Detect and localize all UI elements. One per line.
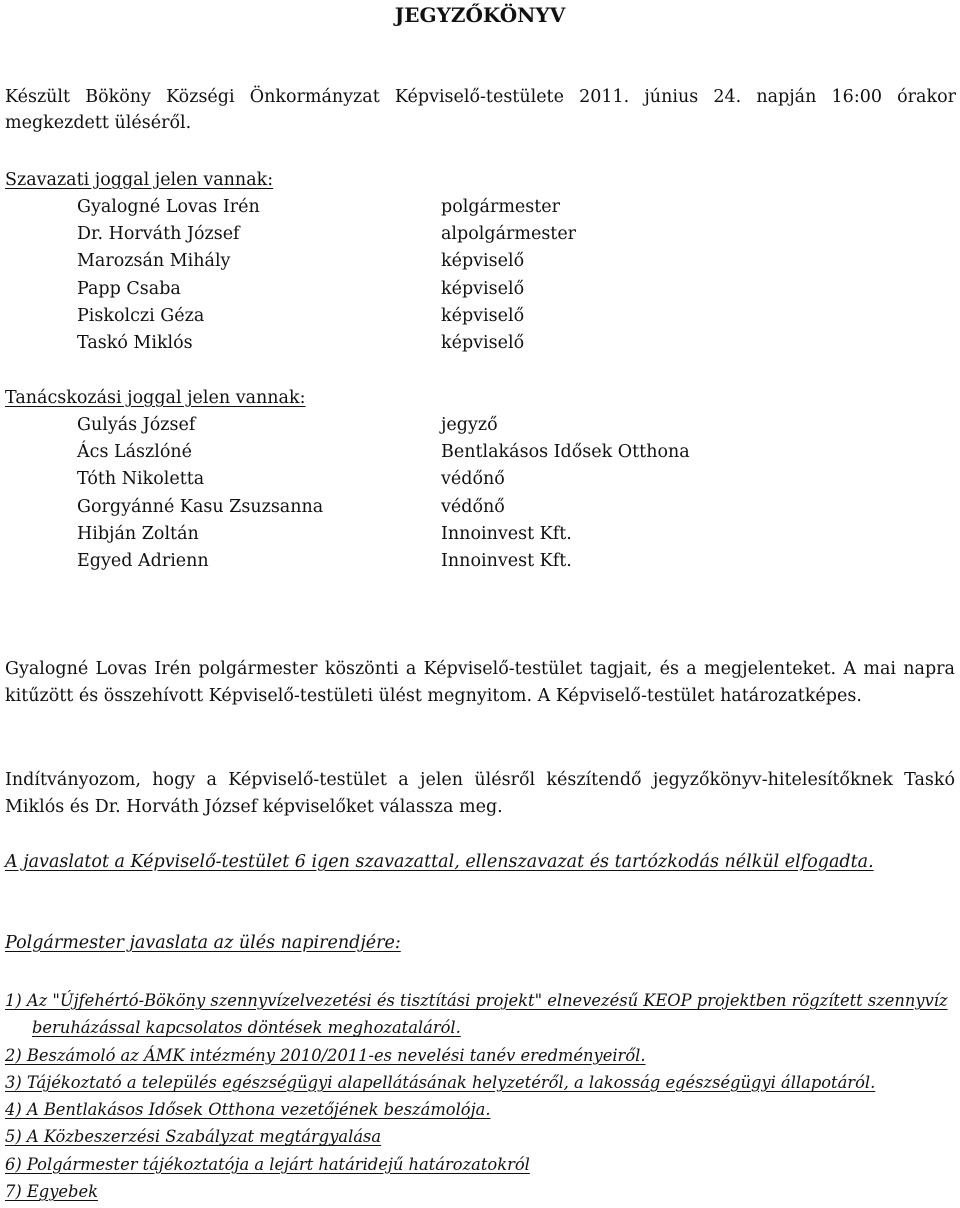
agenda-item-text: 3) Tájékoztató a település egészségügyi alapellátásának helyzetéről, a lakosság egészségügyi állapotáról. [5,1072,876,1092]
member-role: Bentlakásos Idősek Otthona [441,442,690,463]
agenda-item [5,1123,955,1150]
member-row [77,494,947,521]
agenda-item-text: 7) Egyebek [5,1182,98,1202]
agenda-item-text: 5) A Közbeszerzési Szabályzat megtárgyalása [5,1127,382,1147]
member-row [77,412,947,439]
member-role: Innoinvest Kft. [441,523,572,544]
member-name: Piskolczi Géza [77,305,205,326]
agenda-item [5,1178,955,1205]
motion-paragraph: Indítványozom, hogy a Képviselő-testület a jelen ülésről készítendő jegyzőkönyv-hitelesítőknek Taskó Miklós és Dr. Horváth József képviselőket válassza meg. [5,770,955,817]
member-row [77,439,947,466]
member-name: Dr. Horváth József [77,224,240,245]
member-role: alpolgármester [441,224,577,245]
member-role: képviselő [441,332,525,353]
agenda-item [5,1069,955,1096]
voting-members-heading: Szavazati joggal jelen vannak: [5,170,274,190]
member-name: Tóth Nikoletta [77,469,205,490]
greeting-paragraph: Gyalogné Lovas Irén polgármester köszönti a Képviselő-testület tagjait, és a megjelenteket. A mai napra kitűzött és összehívott Képviselő-testületi ülést megnyitom. A Képviselő-testület határozatképes. [5,659,955,706]
member-row [77,466,947,493]
agenda-item [5,987,955,1042]
agenda-heading: Polgármester javaslata az ülés napirendjére: [5,933,401,953]
document-title: JEGYZŐKÖNYV [394,3,566,27]
advisory-members-heading: Tanácskozási joggal jelen vannak: [5,388,306,408]
agenda-item-text: 2) Beszámoló az ÁMK intézmény 2010/2011-es nevelési tanév eredményeiről. [5,1045,646,1065]
member-role: polgármester [441,197,561,217]
member-row [77,521,947,548]
member-name: Papp Csaba [77,278,181,299]
member-name: Gorgyánné Kasu Zsuzsanna [77,496,324,517]
intro-paragraph: Készült Bököny Községi Önkormányzat Képviselő-testülete 2011. június 24. napján 16:00 órakor megkezdett üléséről. [5,87,956,133]
member-name: Hibján Zoltán [77,523,199,544]
member-role: képviselő [441,251,525,272]
member-role: védőnő [441,496,505,517]
agenda-heading-line [5,930,955,957]
member-name: Egyed Adrienn [77,550,209,571]
member-row [77,248,947,275]
member-role: Innoinvest Kft. [441,550,572,571]
agenda-item-text: 6) Polgármester tájékoztatója a lejárt határidejű határozatokról [5,1154,530,1174]
agenda-item-text: 1) Az "Újfehértó-Bököny szennyvízelvezetési és tisztítási projekt" elnevezésű KEOP projektben rögzített szennyvíz [5,991,948,1010]
member-name: Marozsán Mihály [77,251,231,272]
member-row [77,276,947,303]
agenda-item [5,1042,955,1069]
agenda-list [5,987,955,1205]
member-role: jegyző [441,415,498,435]
member-row [77,548,947,575]
resolution-paragraph [5,849,955,876]
agenda-item-continuation: beruházással kapcsolatos döntések meghozataláról. [32,1018,461,1038]
agenda-item-text: 4) A Bentlakásos Idősek Otthona vezetőjének beszámolója. [5,1100,491,1120]
member-role: védőnő [441,469,505,490]
member-name: Taskó Miklós [77,332,193,353]
advisory-members-list [77,412,947,575]
resolution-text: A javaslatot a Képviselő-testület 6 igen szavazattal, ellenszavazat és tartózkodás nélkül elfogadta. [5,852,874,872]
member-name: Ács Lászlóné [77,442,192,463]
agenda-item [5,1151,955,1178]
agenda-item [5,1096,955,1123]
member-name: Gulyás József [77,415,196,435]
member-row [77,194,947,221]
member-name: Gyalogné Lovas Irén [77,197,260,217]
member-role: képviselő [441,278,525,299]
member-role: képviselő [441,305,525,326]
voting-members-list [77,194,947,357]
member-row [77,330,947,357]
member-row [77,221,947,248]
member-row [77,303,947,330]
